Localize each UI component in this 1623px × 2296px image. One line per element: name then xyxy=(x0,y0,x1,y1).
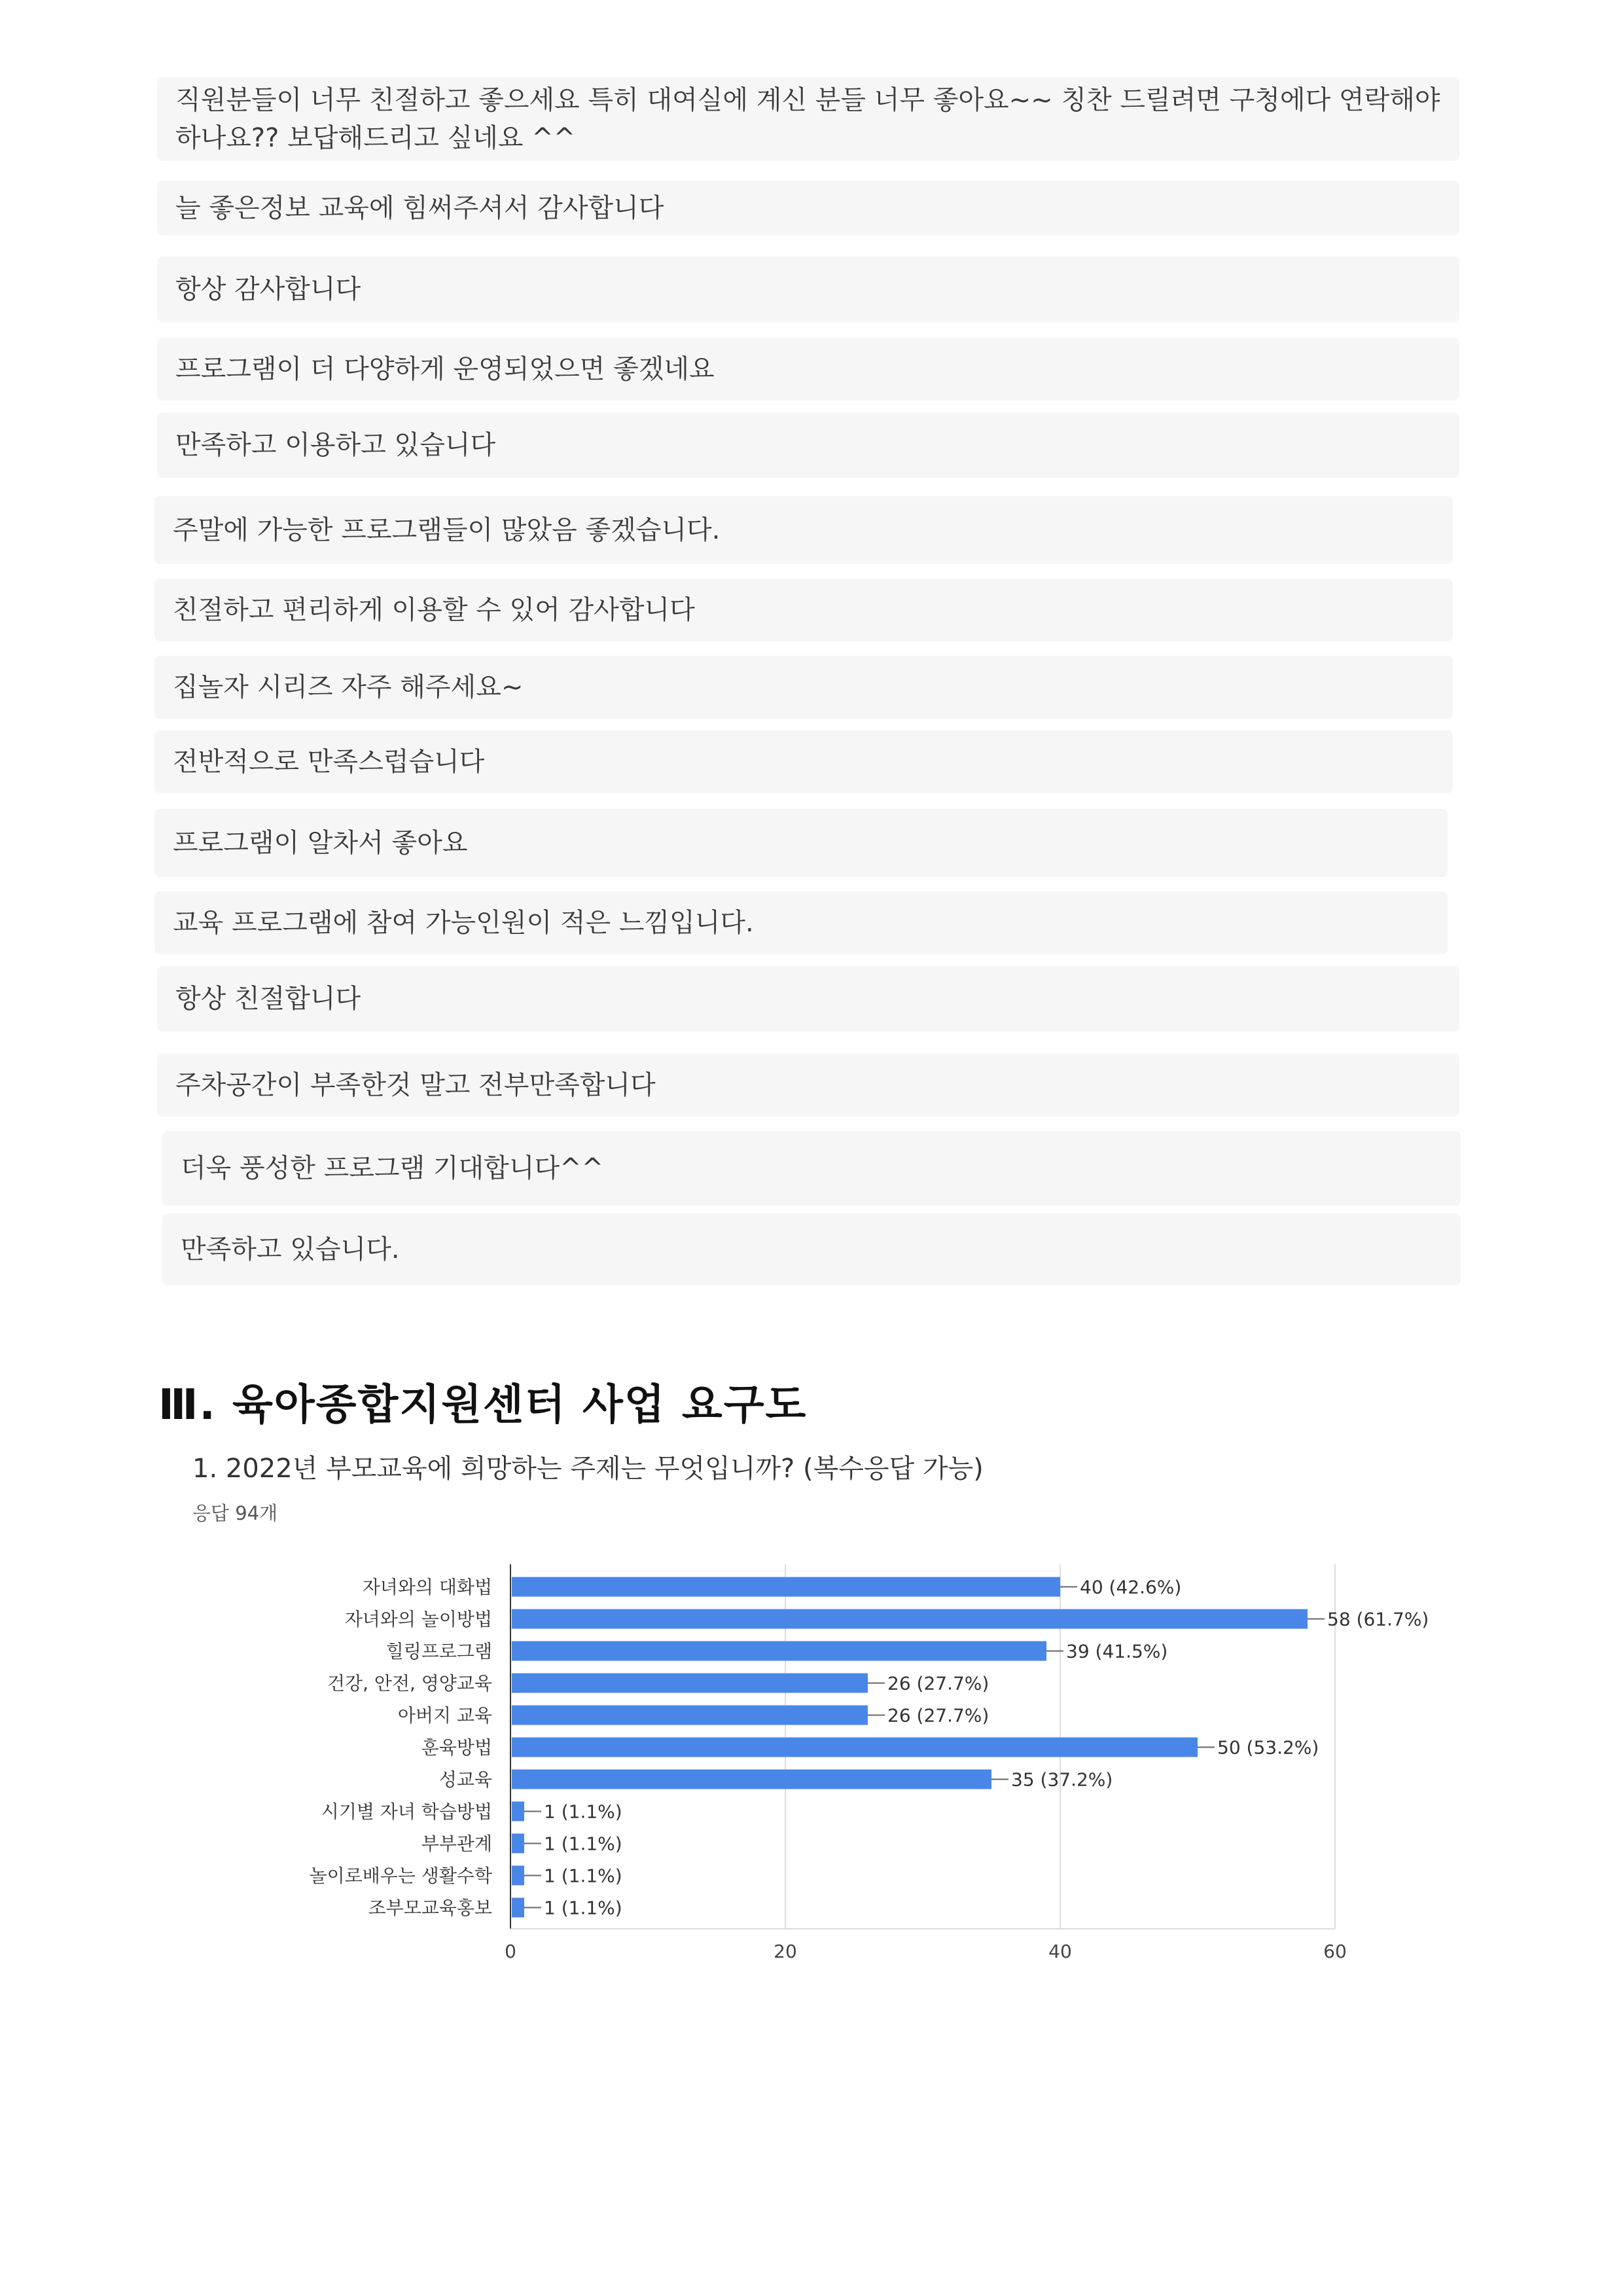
data-label: 40 (42.6%) xyxy=(1080,1576,1182,1598)
question-title: 1. 2022년 부모교육에 희망하는 주제는 무엇입니까? (복수응답 가능) xyxy=(192,1454,984,1484)
x-tick-label: 60 xyxy=(1323,1941,1347,1962)
response-item xyxy=(154,891,1448,954)
bar xyxy=(512,1898,524,1918)
data-label: 26 (27.7%) xyxy=(887,1704,990,1727)
response-item xyxy=(157,338,1459,401)
response-item xyxy=(162,1131,1461,1206)
response-item xyxy=(157,412,1459,478)
data-label: 50 (53.2%) xyxy=(1217,1736,1319,1759)
y-category-label: 아버지 교육 xyxy=(397,1704,492,1727)
response-text: 주말에 가능한 프로그램들이 많았음 좋겠습니다. xyxy=(173,515,721,545)
bar-chart xyxy=(249,1558,1492,1977)
bar xyxy=(512,1609,1308,1629)
response-item xyxy=(154,496,1453,564)
response-item xyxy=(157,966,1459,1031)
response-text: 더욱 풍성한 프로그램 기대합니다^^ xyxy=(181,1153,604,1183)
response-text: 집놀자 시리즈 자주 해주세요~ xyxy=(173,672,524,702)
response-text: 주차공간이 부족한것 말고 전부만족합니다 xyxy=(175,1070,656,1100)
bar xyxy=(512,1738,1198,1757)
response-item xyxy=(154,730,1453,793)
data-label: 1 (1.1%) xyxy=(544,1897,622,1919)
y-category-label: 훈육방법 xyxy=(421,1736,492,1759)
y-category-label: 자녀와의 놀이방법 xyxy=(344,1608,492,1630)
response-item xyxy=(154,809,1448,877)
y-category-label: 놀이로배우는 생활수학 xyxy=(309,1865,492,1887)
response-item xyxy=(157,181,1459,236)
response-item xyxy=(162,1213,1461,1285)
bar xyxy=(512,1706,868,1725)
x-tick-label: 0 xyxy=(505,1941,516,1962)
bar xyxy=(512,1770,991,1789)
bar xyxy=(512,1834,524,1854)
data-label: 1 (1.1%) xyxy=(544,1865,622,1887)
data-label: 26 (27.7%) xyxy=(887,1672,990,1695)
y-category-label: 자녀와의 대화법 xyxy=(362,1576,492,1598)
bar xyxy=(512,1641,1046,1661)
x-tick-label: 40 xyxy=(1048,1941,1072,1962)
response-text: 교육 프로그램에 참여 가능인원이 적은 느낌입니다. xyxy=(173,908,754,938)
response-item xyxy=(157,1054,1459,1117)
y-category-label: 성교육 xyxy=(438,1768,492,1791)
response-text: 프로그램이 알차서 좋아요 xyxy=(173,828,468,858)
data-label: 58 (61.7%) xyxy=(1327,1608,1429,1630)
response-item xyxy=(154,656,1453,719)
response-text: 프로그램이 더 다양하게 운영되었으면 좋겠네요 xyxy=(175,354,715,384)
data-label: 1 (1.1%) xyxy=(544,1833,622,1855)
y-category-label: 조부모교육홍보 xyxy=(368,1897,492,1919)
response-text: 만족하고 있습니다. xyxy=(181,1234,400,1265)
response-text: 늘 좋은정보 교육에 힘써주셔서 감사합니다 xyxy=(175,193,664,223)
bar xyxy=(512,1866,524,1886)
response-text: 항상 친절합니다 xyxy=(175,984,361,1014)
response-item xyxy=(154,579,1453,641)
data-label: 1 (1.1%) xyxy=(544,1801,622,1823)
y-category-label: 힐링프로그램 xyxy=(385,1640,492,1662)
y-category-label: 건강, 안전, 영양교육 xyxy=(327,1672,492,1695)
y-category-label: 시기별 자녀 학습방법 xyxy=(321,1801,492,1823)
response-item xyxy=(157,77,1459,161)
section-title: Ⅲ. 육아종합지원센터 사업 요구도 xyxy=(158,1381,808,1429)
response-text: 항상 감사합니다 xyxy=(175,274,361,304)
y-category-label: 부부관계 xyxy=(421,1833,492,1855)
response-item xyxy=(157,257,1459,322)
response-text: 만족하고 이용하고 있습니다 xyxy=(175,430,496,460)
bar xyxy=(512,1674,868,1693)
x-tick-label: 20 xyxy=(774,1941,797,1962)
response-text: 직원분들이 너무 친절하고 좋으세요 특히 대여실에 계신 분들 너무 좋아요~~ 칭찬 드릴려면 구청에다 연락해야하나요?? 보답해드리고 싶네요 ^^ xyxy=(175,85,1440,153)
data-label: 39 (41.5%) xyxy=(1066,1640,1168,1662)
response-text: 전반적으로 만족스럽습니다 xyxy=(173,747,485,777)
response-count: 응답 94개 xyxy=(192,1502,278,1524)
response-text: 친절하고 편리하게 이용할 수 있어 감사합니다 xyxy=(173,595,695,625)
bar xyxy=(512,1802,524,1821)
data-label: 35 (37.2%) xyxy=(1011,1768,1113,1791)
bar xyxy=(512,1577,1060,1597)
